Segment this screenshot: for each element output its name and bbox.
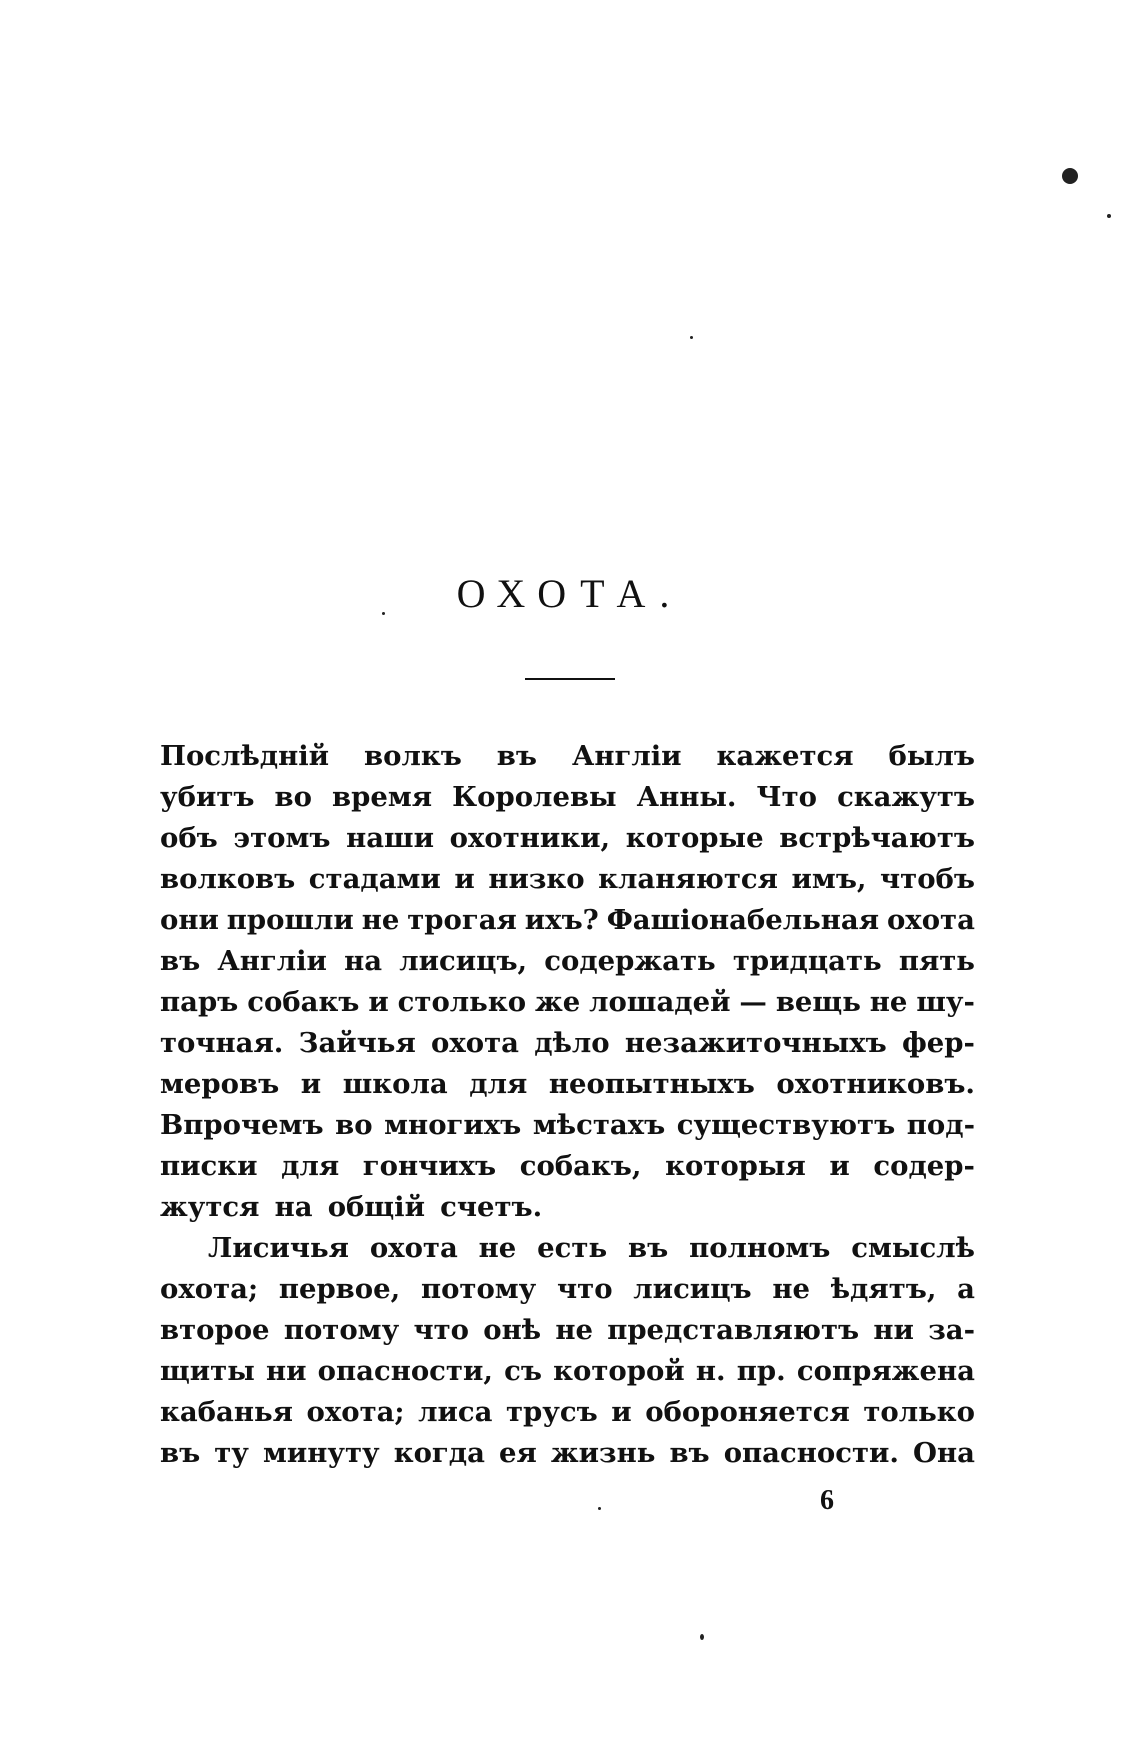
text-line: второе потому что онѣ не представляютъ ни за- xyxy=(160,1314,975,1346)
ink-speck xyxy=(1107,214,1111,218)
text-line: Впрочемъ во многихъ мѣстахъ существуютъ под- xyxy=(160,1109,975,1141)
text-line: объ этомъ наши охотники, которые встрѣчаютъ xyxy=(160,822,975,854)
page-number: 6 xyxy=(820,1485,834,1516)
text-line: въ Англiи на лисицъ, содержать тридцать пять xyxy=(160,945,975,977)
text-line: паръ собакъ и столько же лошадей — вещь не шу- xyxy=(160,986,975,1018)
paragraph xyxy=(160,1228,975,1474)
text-line: волковъ стадами и низко кланяются имъ, чтобъ xyxy=(160,863,975,895)
text-line: Лисичья охота не есть въ полномъ смыслѣ xyxy=(208,1232,975,1264)
chapter-title: ОХОТА. xyxy=(456,571,684,616)
text-line: они прошли не трогая ихъ? Фашiонабельная охота xyxy=(160,904,975,936)
title-divider xyxy=(525,678,615,680)
text-line: жутся на общiй счетъ. xyxy=(160,1191,543,1223)
paragraph xyxy=(160,736,975,1228)
text-line: въ ту минуту когда ея жизнь въ опасности. Она xyxy=(160,1437,975,1469)
body-text xyxy=(160,736,975,1474)
text-line: кабанья охота; лиса трусъ и обороняется только xyxy=(160,1396,975,1428)
text-line: меровъ и школа для неопытныхъ охотниковъ. xyxy=(160,1068,975,1100)
ink-speck xyxy=(598,1507,601,1510)
ink-speck xyxy=(700,1634,704,1640)
text-line: точная. Зайчья охота дѣло незажиточныхъ фер- xyxy=(160,1027,975,1059)
text-line: Послѣднiй волкъ въ Англiи кажется былъ xyxy=(160,740,975,772)
text-line: щиты ни опасности, съ которой н. пр. сопряжена xyxy=(160,1355,975,1387)
text-line: писки для гончихъ собакъ, которыя и содер- xyxy=(160,1150,975,1182)
ink-speck xyxy=(690,336,693,339)
text-line: охота; первое, потому что лисицъ не ѣдятъ, а xyxy=(160,1273,975,1305)
ink-speck xyxy=(1062,168,1078,184)
text-line: убитъ во время Королевы Анны. Что скажутъ xyxy=(160,781,975,813)
